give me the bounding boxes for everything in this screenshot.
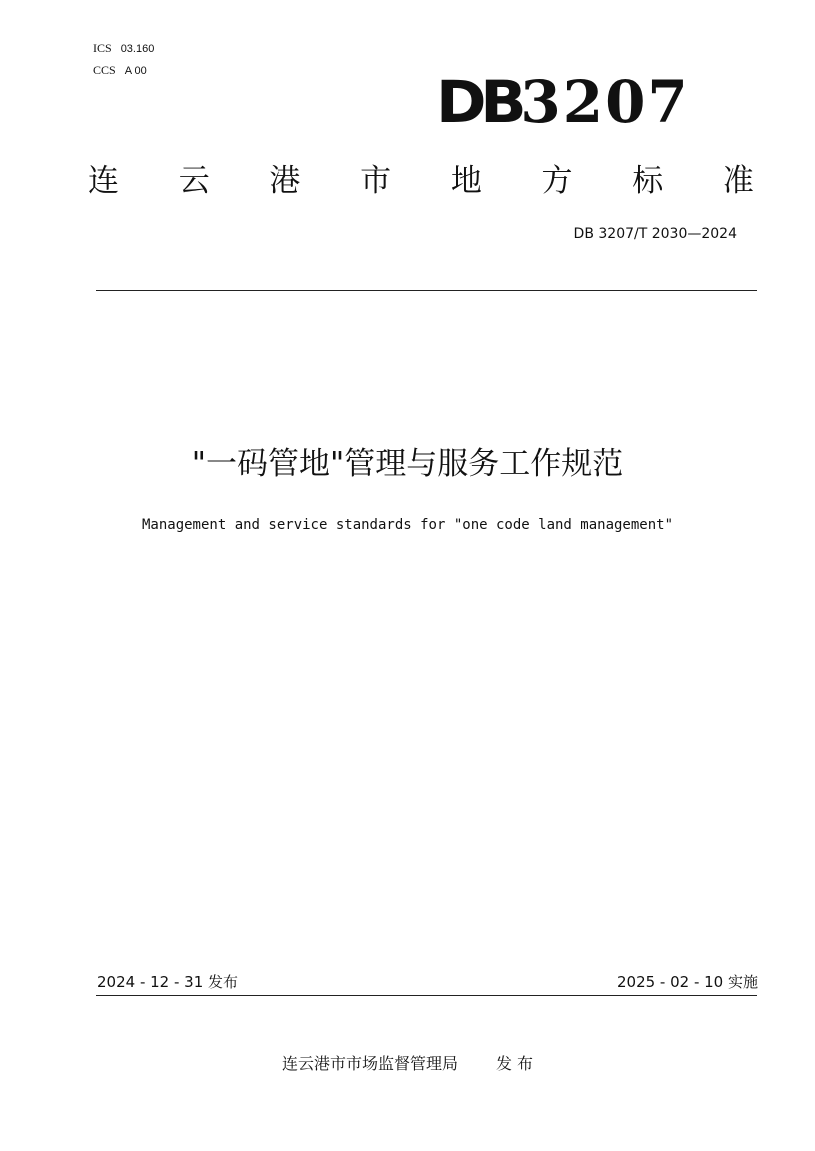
ics-value: 03.160 bbox=[120, 43, 155, 55]
standard-number: DB 3207/T 2030—2024 bbox=[573, 226, 737, 242]
banner-char: 云 bbox=[178, 163, 210, 199]
standard-type-banner bbox=[88, 156, 754, 206]
ics-code bbox=[93, 40, 154, 57]
db-logo-number: 3207 bbox=[520, 68, 690, 136]
db-standard-logo bbox=[436, 70, 690, 134]
issue-date: 2024 - 12 - 31 发布 bbox=[97, 973, 239, 991]
banner-char: 方 bbox=[541, 163, 573, 199]
document-title-english: Management and service standards for "one code land management" bbox=[141, 517, 673, 533]
banner-char: 连 bbox=[88, 163, 119, 199]
header-divider bbox=[96, 290, 757, 291]
publisher-action: 发 布 bbox=[495, 1054, 534, 1073]
footer-divider bbox=[96, 995, 757, 996]
banner-char: 地 bbox=[450, 163, 482, 199]
ccs-value: A 00 bbox=[124, 65, 147, 77]
ics-label: ICS bbox=[93, 41, 112, 55]
publisher-name: 连云港市市场监督管理局 bbox=[281, 1054, 458, 1073]
banner-char: 准 bbox=[722, 163, 754, 199]
banner-char: 标 bbox=[632, 163, 664, 199]
ccs-code bbox=[93, 62, 147, 79]
implementation-date: 2025 - 02 - 10 实施 bbox=[616, 973, 758, 991]
ccs-label: CCS bbox=[93, 63, 116, 77]
banner-char: 港 bbox=[269, 163, 301, 199]
db-logo-letters: DB bbox=[436, 68, 521, 136]
document-title-chinese: "一码管地"管理与服务工作规范 bbox=[191, 446, 624, 482]
banner-char: 市 bbox=[360, 163, 392, 199]
publisher-line bbox=[0, 1053, 815, 1075]
